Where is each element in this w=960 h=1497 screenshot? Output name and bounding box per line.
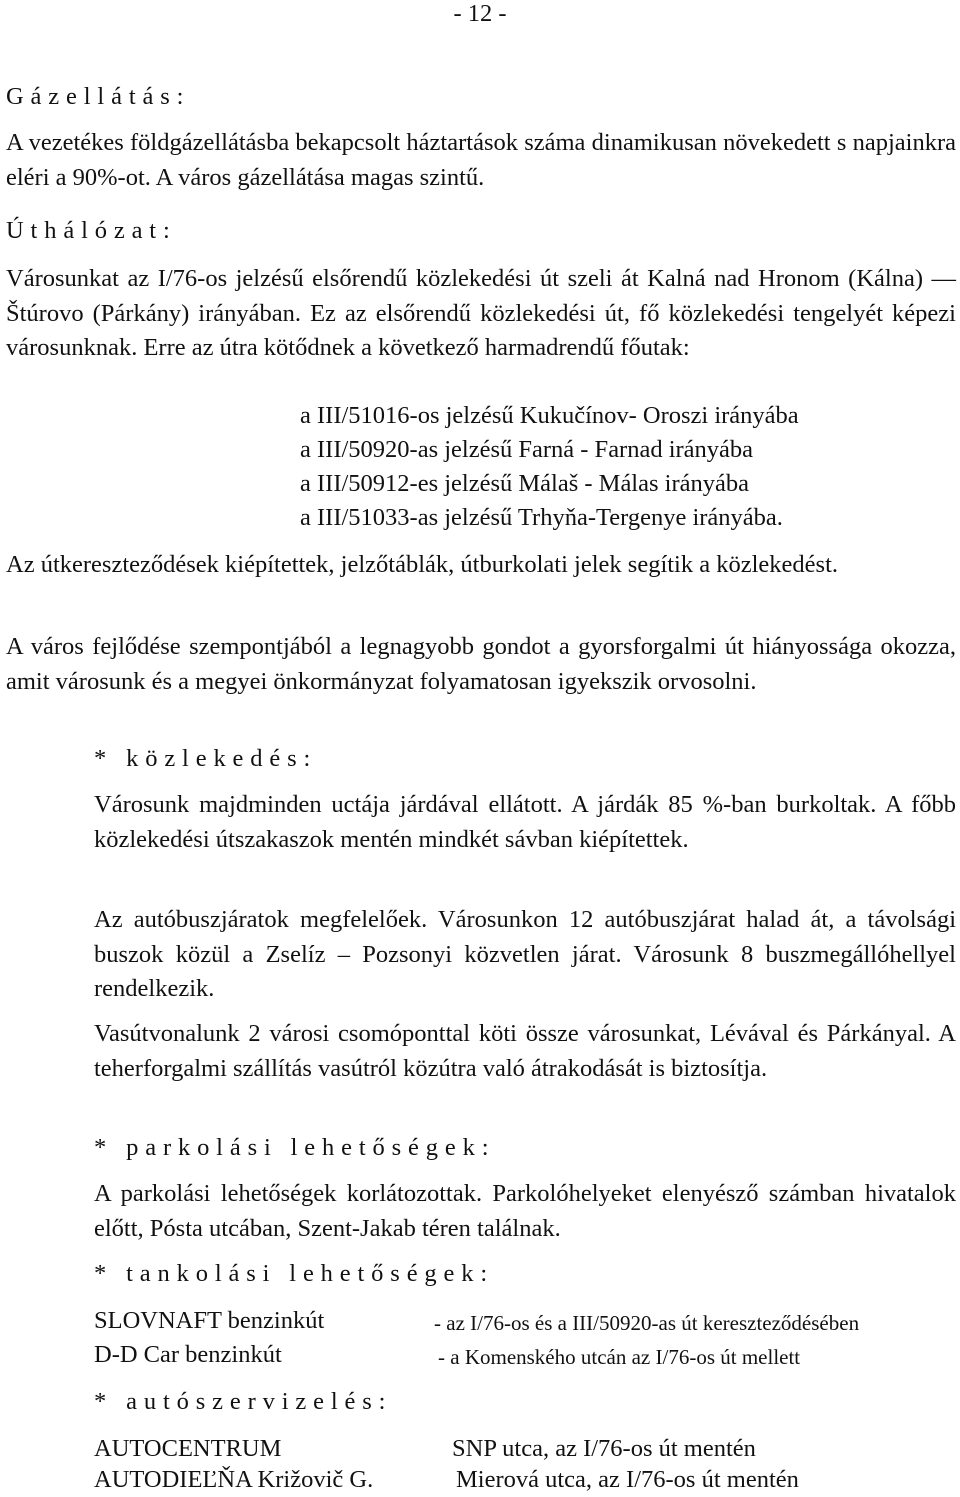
roads-heading: Úthálózat: xyxy=(6,217,177,244)
fuel-heading: * tankolási lehetőségek: xyxy=(94,1260,495,1287)
service-heading: * autószervizelés: xyxy=(94,1388,393,1415)
route-item: a III/51016-os jelzésű Kukučínov- Oroszi irányába xyxy=(300,402,799,429)
route-item: a III/50920-as jelzésű Farná - Farnad irányába xyxy=(300,436,754,463)
service-shop-name: AUTOCENTRUM xyxy=(94,1435,282,1462)
sidewalks-paragraph: Városunk majdminden uctája járdával ellátott. A járdák 85 %-ban burkoltak. A főbb közlekedési útszakaszok mentén mindkét sávban kiépítettek. xyxy=(94,791,956,853)
service-shop-location: Mierová utca, az I/76-os út mentén xyxy=(456,1466,799,1493)
parking-paragraph: A parkolási lehetőségek korlátozottak. Parkolóhelyeket elenyésző számban hivatalok előtt, Pósta utcában, Szent-Jakab téren találnak. xyxy=(94,1180,956,1242)
gas-heading: Gázellátás: xyxy=(6,83,191,110)
fuel-station-name: D-D Car benzinkút xyxy=(94,1341,282,1368)
development-paragraph: A város fejlődése szempontjából a legnagyobb gondot a gyorsforgalmi út hiányossága okozza, amit városunk és a megyei önkormányzat folyamatosan igyekszik orvosolni. xyxy=(6,633,956,695)
service-shop-location: SNP utca, az I/76-os út mentén xyxy=(452,1435,756,1462)
traffic-heading: * közlekedés: xyxy=(94,745,318,772)
gas-paragraph: A vezetékes földgázellátásba bekapcsolt háztartások száma dinamikusan növekedett s napjainkra eléri a 90%-ot. A város gázellátása magas szintű. xyxy=(6,129,956,191)
bus-paragraph: Az autóbuszjáratok megfelelőek. Városunkon 12 autóbuszjárat halad át, a távolsági buszok közül a Zselíz – Pozsonyi közvetlen járat. Városunk 8 buszmegállóhellyel rendelkezik. xyxy=(94,906,956,1002)
route-item: a III/50912-es jelzésű Málaš - Málas irányába xyxy=(300,470,749,497)
page-number: - 12 - xyxy=(453,0,507,27)
fuel-station-location: - az I/76-os és a III/50920-as út kereszteződésében xyxy=(434,1311,860,1335)
parking-heading: * parkolási lehetőségek: xyxy=(94,1134,496,1161)
service-shop-name: AUTODIEĽŇA Križovič G. xyxy=(94,1466,374,1493)
rail-paragraph: Vasútvonalunk 2 városi csomóponttal köti össze városunkat, Lévával és Párkányal. A teherforgalmi szállítás vasútról közútra való átrakodását is biztosítja. xyxy=(94,1020,956,1082)
roads-intro-paragraph: Városunkat az I/76-os jelzésű elsőrendű közlekedési út szeli át Kalná nad Hronom (Kálna) — Štúrovo (Párkány) irányában. Ez az elsőrendű közlekedési út, fő közlekedési tengelyét képezi városunknak. Erre az útra kötődnek a következő harmadrendű főutak: xyxy=(6,265,956,361)
fuel-station-name: SLOVNAFT benzinkút xyxy=(94,1307,325,1334)
fuel-station-location: - a Komenského utcán az I/76-os út mellett xyxy=(438,1345,801,1369)
route-item: a III/51033-as jelzésű Trhyňa-Tergenye irányába. xyxy=(300,504,783,531)
intersections-paragraph: Az útkereszteződések kiépítettek, jelzőtáblák, útburkolati jelek segítik a közlekedést. xyxy=(6,551,839,578)
